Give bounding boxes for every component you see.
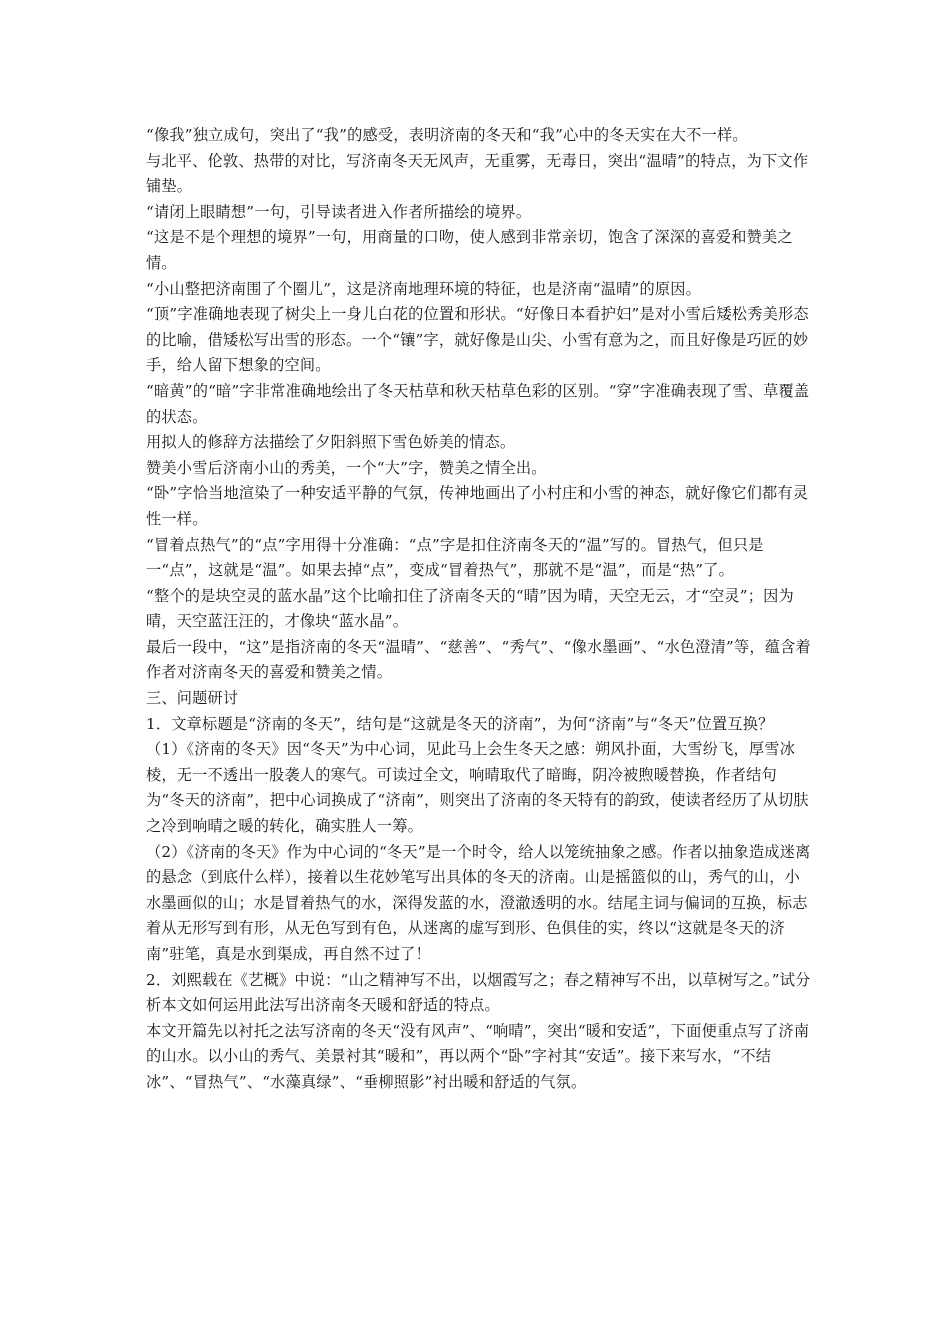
- paragraph: “像我”独立成句，突出了“我”的感受，表明济南的冬天和“我”心中的冬天实在大不一样。: [146, 126, 748, 144]
- paragraph: “整个的是块空灵的蓝水晶”这个比喻扣住了济南冬天的“晴”因为晴，天空无云，才“空灵”；因为晴，天空蓝汪汪的，才像块“蓝水晶”。: [146, 586, 794, 631]
- paragraph: “卧”字恰当地渲染了一种安适平静的气氛，传神地画出了小村庄和小雪的神态，就好像它们都有灵性一样。: [146, 484, 809, 528]
- question: 2．刘熙载在《艺概》中说：“山之精神写不出，以烟霞写之；春之精神写不出，以草树写之。”试分析本文如何运用此法写出济南冬天暖和舒适的特点。: [146, 970, 811, 1015]
- paragraph: “请闭上眼睛想”一句，引导读者进入作者所描绘的境界。: [146, 202, 532, 221]
- answer-paragraph: （1）《济南的冬天》因“冬天”为中心词，见此马上会生冬天之感：朔风扑面，大雪纷飞，厚雪冰棱，无一不透出一股袭人的寒气。可读过全文，响晴取代了暗晦，阴冷被煦暖替换，作者结句为“冬天的济南”，把中心词换成了“济南”，则突出了济南的冬天特有的韵致，使读者经历了从切肤之冷到响晴之暖的转化，确实胜人一筹。: [146, 740, 809, 836]
- paragraph: “暗黄”的“暗”字非常准确地绘出了冬天枯草和秋天枯草色彩的区别。“穿”字准确表现了雪、草覆盖的状态。: [146, 381, 810, 426]
- section-heading: 三、问题研讨: [146, 689, 239, 708]
- paragraph: “冒着点热气”的“点”字用得十分准确：“点”字是扣住济南冬天的“温”写的。冒热气，但只是一“点”，这就是“温”。如果去掉“点”，变成“冒着热气”，那就不是“温”，而是“热”了。: [146, 535, 764, 580]
- paragraph: 最后一段中，“这”是指济南的冬天“温晴”、“慈善”、“秀气”、“像水墨画”、“水色澄清”等，蕴含着作者对济南冬天的喜爱和赞美之情。: [146, 637, 811, 682]
- question: 1．文章标题是“济南的冬天”，结句是“这就是冬天的济南”，为何“济南”与“冬天”位置互换？: [146, 714, 774, 733]
- paragraph: 赞美小雪后济南小山的秀美，一个“大”字，赞美之情全出。: [146, 458, 547, 477]
- paragraph: “小山整把济南围了个圈儿”，这是济南地理环境的特征，也是济南“温晴”的原因。: [146, 279, 702, 298]
- answer-paragraph: （2）《济南的冬天》作为中心词的“冬天”是一个时令，给人以笼统抽象之感。作者以抽象造成迷离的悬念（到底什么样），接着以生花妙笔写出具体的冬天的济南。山是摇篮似的山，秀气的山，小水墨画似的山；水是冒着热气的水，深得发蓝的水，澄澈透明的水。结尾主词与偏词的互换，标志着从无形写到有形，从无色写到有色，从迷离的虚写到形、色俱佳的实，终以“这就是冬天的济南”驻笔，真是水到渠成，再自然不过了！: [146, 842, 811, 963]
- paragraph: “这是不是个理想的境界”一句，用商量的口吻，使人感到非常亲切，饱含了深深的喜爱和赞美之情。: [146, 228, 793, 272]
- answer-paragraph: 本文开篇先以衬托之法写济南的冬天“没有风声”、“响晴”，突出“暖和安适”，下面便重点写了济南的山水。以小山的秀气、美景衬其“暖和”，再以两个“卧”字衬其“安适”。接下来写水，“不结冰”、“冒热气”、“水藻真绿”、“垂柳照影”衬出暖和舒适的气氛。: [146, 1021, 810, 1091]
- paragraph: “顶”字准确地表现了树尖上一身儿白花的位置和形状。“好像日本看护妇”是对小雪后矮松秀美形态的比喻，借矮松写出雪的形态。一个“镶”字，就好像是山尖、小雪有意为之，而且好像是巧匠的妙手，给人留下想象的空间。: [146, 305, 809, 375]
- paragraph: 用拟人的修辞方法描绘了夕阳斜照下雪色娇美的情态。: [146, 433, 516, 452]
- paragraph: 与北平、伦敦、热带的对比，写济南冬天无风声，无重雾，无毒日，突出“温晴”的特点，为下文作铺垫。: [146, 151, 809, 196]
- document-body: [146, 123, 814, 1096]
